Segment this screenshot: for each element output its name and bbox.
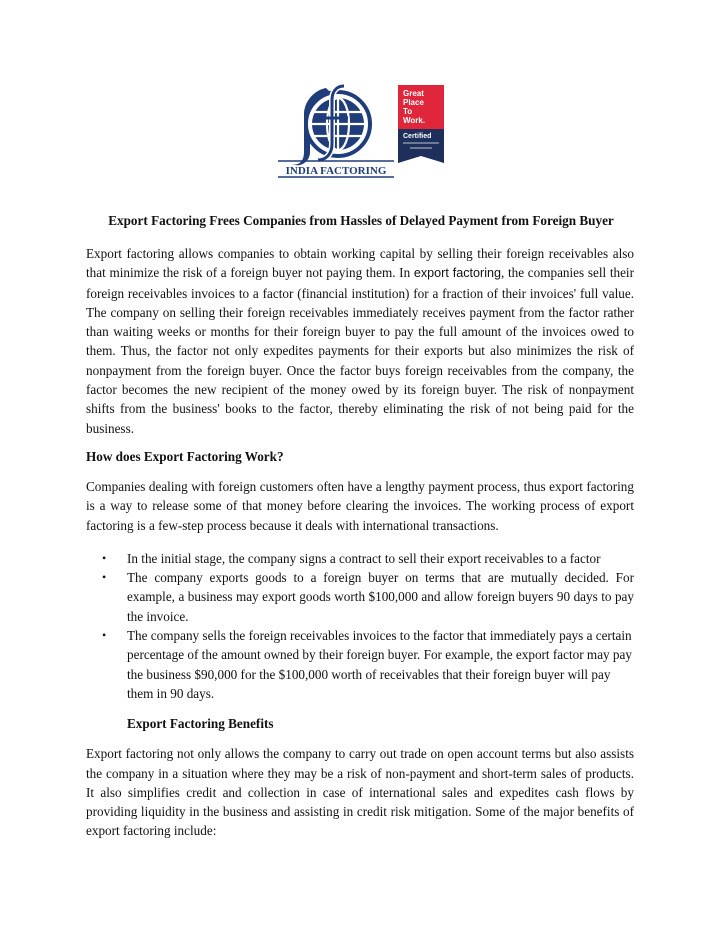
bullet-icon: •	[102, 550, 107, 565]
company-wordmark: INDIA FACTORING	[285, 165, 387, 177]
header-logos	[274, 82, 474, 182]
intro-paragraph: Export factoring allows companies to obtain working capital by selling their foreign receivables also that minimize the risk of a foreign buyer not paying them. In export factoring, the companies sell their foreign receivables invoices to a factor (financial institution) for a fraction of their invoices' full value. The company on selling their foreign receivables immediately receives payment from the factor rather than waiting weeks or months for their foreign buyer to pay the full amount of the invoices owed to them. Thus, the factor not only expedites payments for their exports but also minimizes the risk of nonpayment from the foreign buyer. Once the factor buys foreign receivables from the company, the factor becomes the new recipient of the money owed by its foreign buyer. The risk of nonpayment shifts from the business' books to the factor, thereby eliminating the risk of not being paid for the business.	[86, 246, 634, 436]
document-body	[86, 212, 634, 851]
document-title: Export Factoring Frees Companies from Hassles of Delayed Payment from Foreign Buyer	[108, 213, 614, 228]
svg-text:Certified: Certified	[403, 133, 432, 140]
great-place-to-work-badge	[398, 85, 444, 163]
list-item: • The company sells the foreign receivables invoices to the factor that immediately pays a certain percentage of the amount owned by their foreign buyer. For example, the export factor may pay the business $90,000 for the $100,000 worth of receivables that their foreign buyer will pay them in 90 days.	[102, 628, 632, 701]
svg-text:Great: Great	[403, 89, 424, 98]
process-steps-list	[86, 549, 634, 703]
svg-text:Work.: Work.	[403, 116, 426, 125]
india-factoring-logo	[274, 82, 398, 180]
benefits-paragraph: Export factoring not only allows the company to carry out trade on open account terms but also assists the company in a situation where they may be a risk of non-payment and short-term sales of products. It also simplifies credit and collection in case of international sales and expedites cash flows by providing liquidity in the business and assisting in credit risk mitigation. Some of the major benefits of export factoring include:	[86, 746, 634, 839]
section-heading-how-it-works: How does Export Factoring Work?	[86, 448, 284, 464]
bullet-icon: •	[102, 628, 107, 643]
list-item: • The company exports goods to a foreign buyer on terms that are mutually decided. For example, a business may export goods worth $100,000 and allow foreign buyers 90 days to pay the invoice.	[102, 570, 634, 624]
svg-text:Place: Place	[403, 98, 424, 107]
list-item: • In the initial stage, the company signs a contract to sell their export receivables to a factor	[86, 549, 634, 568]
export-factoring-link[interactable]: export factoring	[413, 266, 502, 281]
section-heading-benefits: Export Factoring Benefits	[127, 716, 274, 732]
bullet-icon: •	[102, 570, 107, 585]
svg-text:To: To	[403, 107, 413, 116]
how-it-works-paragraph: Companies dealing with foreign customers often have a lengthy payment process, thus export factoring is a way to release some of that money before clearing the invoices. The working process of export factoring is a few-step process because it deals with international transactions.	[86, 478, 634, 533]
